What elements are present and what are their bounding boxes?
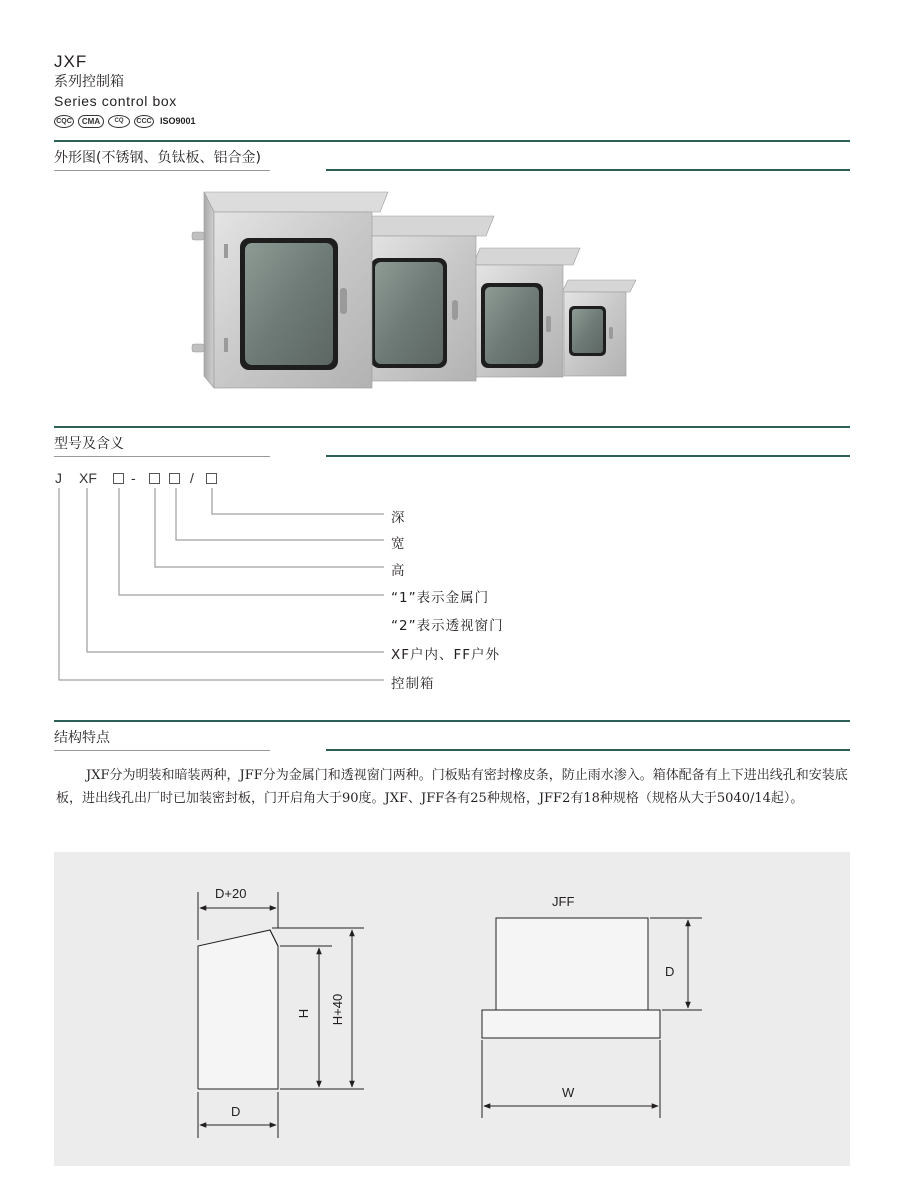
cq-logo: CQ bbox=[108, 115, 130, 128]
ccc-logo: CCC bbox=[134, 115, 154, 128]
section-title: 结构特点 bbox=[54, 730, 110, 746]
section-title: 外形图(不锈钢、负钛板、铝合金) bbox=[54, 150, 261, 166]
meaning-window-door: “2”表示透视窗门 bbox=[391, 618, 504, 634]
meaning-metal-door: “1”表示金属门 bbox=[391, 590, 490, 606]
label-d-bottom: D bbox=[231, 1104, 241, 1119]
dimension-drawings bbox=[54, 852, 850, 1166]
code-dash: - bbox=[131, 470, 136, 486]
code-slash: / bbox=[190, 470, 194, 486]
section-rule bbox=[54, 720, 850, 722]
label-jff: JFF bbox=[552, 894, 575, 909]
cqc-logo: CQC bbox=[54, 115, 74, 128]
meaning-height: 高 bbox=[391, 563, 406, 579]
meaning-indoor-outdoor: XF户内、FF户外 bbox=[391, 647, 501, 663]
label-d-right: D bbox=[665, 964, 675, 979]
leader-xf bbox=[87, 488, 384, 652]
label-h: H bbox=[296, 1008, 312, 1019]
leader-height bbox=[155, 488, 384, 567]
iso-logo: ISO9001 bbox=[160, 116, 196, 126]
leader-depth bbox=[212, 488, 384, 514]
leader-door bbox=[119, 488, 384, 595]
meaning-width: 宽 bbox=[391, 536, 406, 552]
title-chinese: 系列控制箱 bbox=[54, 74, 124, 90]
dimension-diagram-panel bbox=[54, 852, 850, 1166]
code-j: J bbox=[55, 470, 62, 486]
leader-j bbox=[59, 488, 384, 680]
label-w: W bbox=[562, 1085, 575, 1100]
label-h-plus-40: H+40 bbox=[330, 993, 346, 1026]
section-title: 型号及含义 bbox=[54, 436, 124, 452]
section-underline bbox=[54, 750, 270, 751]
label-d-plus-20: D+20 bbox=[215, 886, 247, 901]
section-rule-right bbox=[326, 749, 850, 751]
model-name: JXF bbox=[54, 52, 88, 71]
code-xf: XF bbox=[79, 470, 97, 486]
meaning-depth: 深 bbox=[391, 510, 406, 526]
section-features bbox=[54, 720, 850, 754]
cma-logo: CMA bbox=[78, 115, 104, 128]
title-english: Series control box bbox=[54, 93, 177, 109]
features-paragraph: JXF分为明装和暗装两种，JFF分为金属门和透视窗门两种。门板贴有密封橡皮条，防止雨水渗入。箱体配备有上下进出线孔和安装底板，进出线孔出厂时已加装密封板，门开启角大于90度。JXF、JFF各有25种规格，JFF2有18种规格（规格从大于5040/14起）。 bbox=[56, 768, 848, 806]
meaning-control-box: 控制箱 bbox=[391, 676, 435, 692]
